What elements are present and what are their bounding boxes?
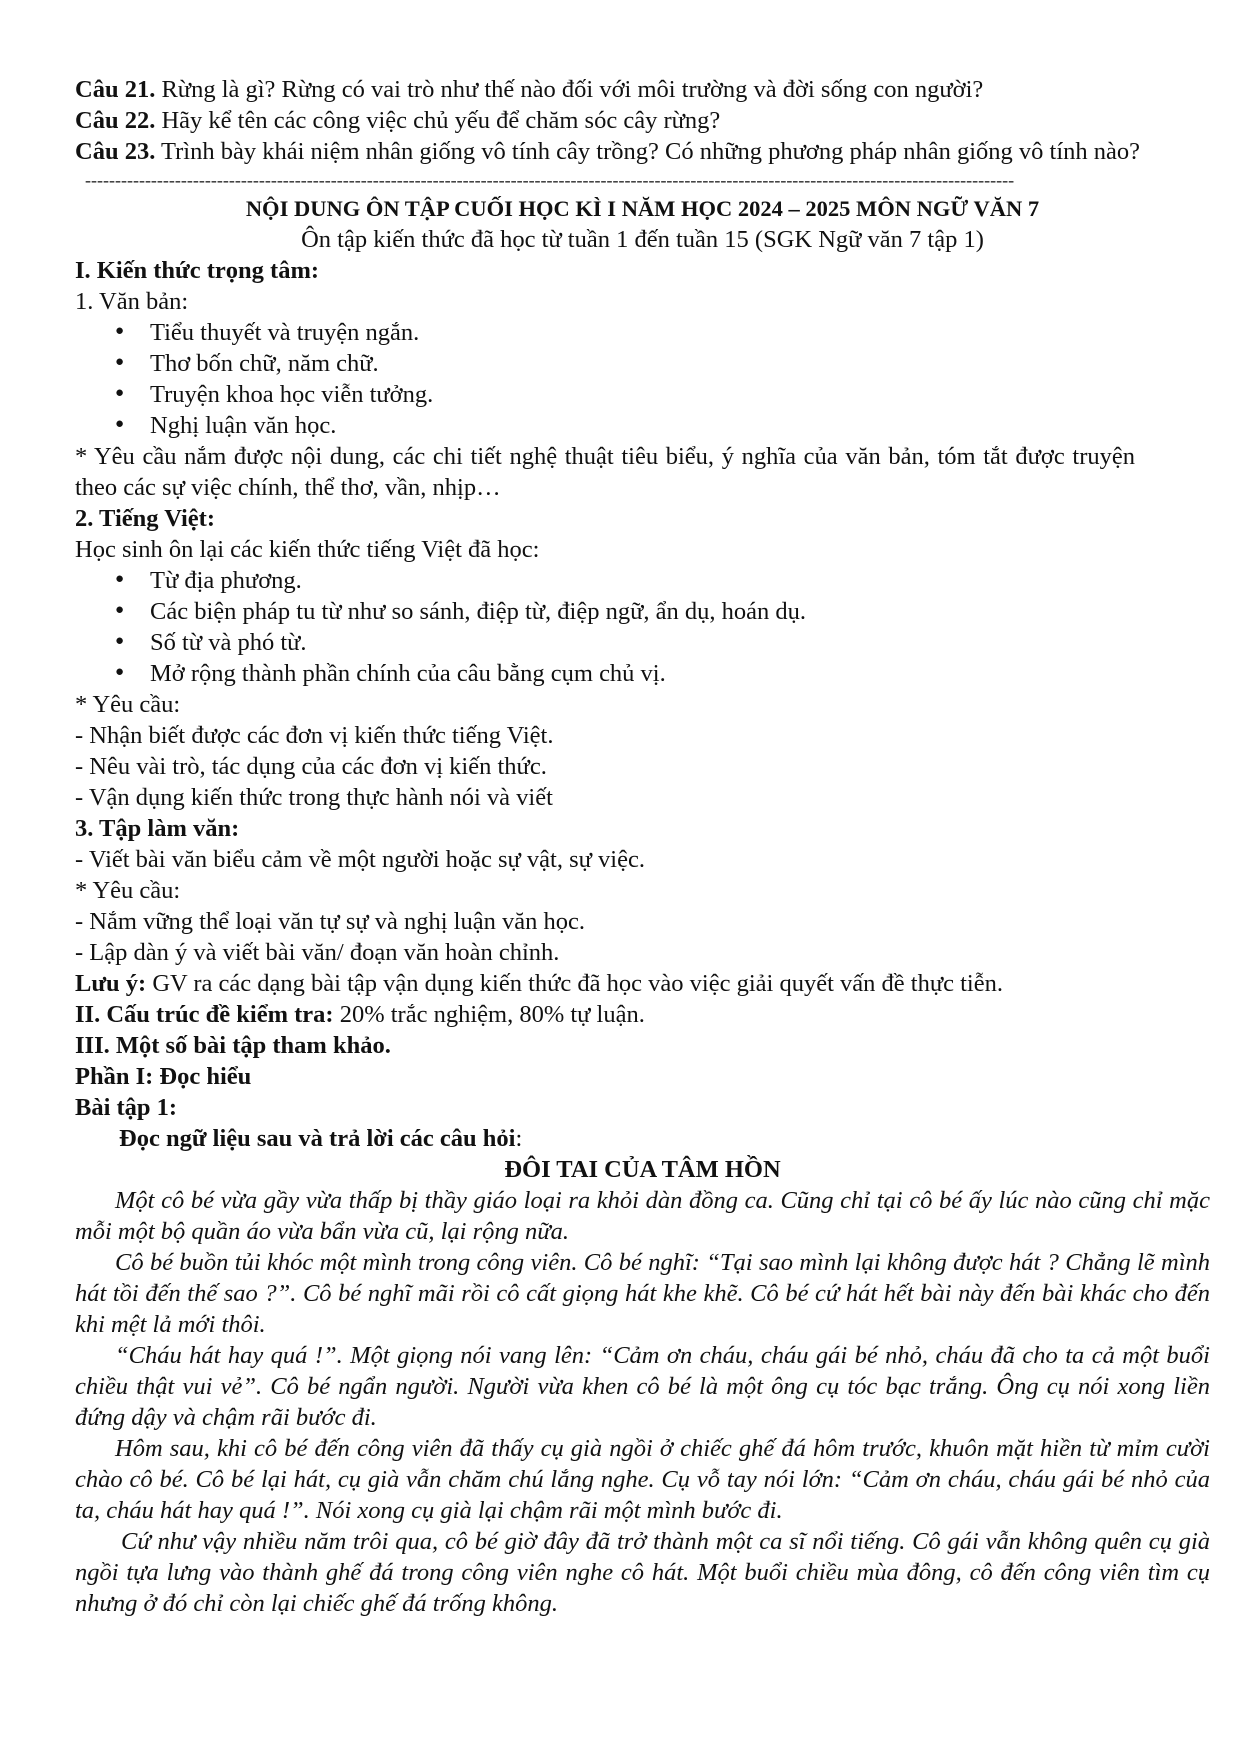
separator-line: ----------------------------------------------------------------------------------------------------------------------------------------------------------- xyxy=(85,170,1015,190)
question-21 xyxy=(75,74,1210,105)
list-item: ● Số từ và phó từ. xyxy=(75,627,1210,658)
instruction xyxy=(75,1123,1210,1154)
exercise-title: Bài tập 1: xyxy=(75,1094,178,1121)
section-heading: I. Kiến thức trọng tâm: xyxy=(75,257,320,284)
requirement-item: - Nêu vài trò, tác dụng của các đơn vị kiến thức. xyxy=(75,753,547,780)
story-paragraph: Hôm sau, khi cô bé đến công viên đã thấy cụ già ngồi ở chiếc ghế đá hôm trước, khuôn mặt hiền từ mỉm cười chào cô bé. Cô bé lại hát, cụ già vẫn chăm chú lắng nghe. Cụ vỗ tay nói lớn: “Cảm ơn cháu, cháu gái bé nhỏ của ta, cháu hát hay quá !”. Nói xong cụ già lại chậm rãi một mình bước đi. xyxy=(75,1435,1210,1524)
text-genre-list xyxy=(75,317,1210,441)
question-label: Câu 22. xyxy=(75,107,156,134)
note-line xyxy=(75,968,1210,999)
question-label: Câu 21. xyxy=(75,76,156,103)
story-title: ĐÔI TAI CỦA TÂM HỒN xyxy=(504,1156,781,1183)
note-text: GV ra các dạng bài tập vận dụng kiến thức đã học vào việc giải quyết vấn đề thực tiễn. xyxy=(146,970,1003,997)
question-label: Câu 23. xyxy=(75,138,156,165)
exam-structure-text: 20% trắc nghiệm, 80% tự luận. xyxy=(333,1001,645,1028)
document-page xyxy=(75,74,1210,1619)
story-paragraph: Một cô bé vừa gầy vừa thấp bị thầy giáo loại ra khỏi dàn đồng ca. Cũng chỉ tại cô bé ấy lúc nào cũng chỉ mặc mỗi một bộ quần áo vừa bẩn vừa cũ, lại rộng nữa. xyxy=(75,1187,1210,1245)
list-item: ● Truyện khoa học viễn tưởng. xyxy=(75,379,1210,410)
part-title: Phần I: Đọc hiểu xyxy=(75,1063,252,1090)
section-heading: III. Một số bài tập tham khảo. xyxy=(75,1032,391,1059)
list-item: ● Nghị luận văn học. xyxy=(75,410,1210,441)
requirement-item: - Lập dàn ý và viết bài văn/ đoạn văn hoàn chỉnh. xyxy=(75,939,560,966)
story-paragraph: Cô bé buồn tủi khóc một mình trong công viên. Cô bé nghĩ: “Tại sao mình lại không được hát ? Chẳng lẽ mình hát tồi đến thế sao ?”. Cô bé nghĩ mãi rồi cô cất giọng hát khe khẽ. Cô bé cứ hát hết bài này đến bài khác cho đến khi mệt lả mới thôi. xyxy=(75,1249,1210,1338)
question-text: Rừng là gì? Rừng có vai trò như thế nào đối với môi trường và đời sống con người? xyxy=(155,76,984,103)
requirement-item: - Nắm vững thể loại văn tự sự và nghị luận văn học. xyxy=(75,908,585,935)
vietnamese-topics-list xyxy=(75,565,1210,689)
question-text: Trình bày khái niệm nhân giống vô tính cây trồng? Có những phương pháp nhân giống vô tính nào? xyxy=(155,138,1141,165)
requirement-title: * Yêu cầu: xyxy=(75,691,181,718)
subsection-title: 1. Văn bản: xyxy=(75,288,189,315)
question-text: Hãy kể tên các công việc chủ yếu để chăm sóc cây rừng? xyxy=(155,107,721,134)
document-subtitle: Ôn tập kiến thức đã học từ tuần 1 đến tuần 15 (SGK Ngữ văn 7 tập 1) xyxy=(301,226,984,253)
exam-structure xyxy=(75,999,1210,1030)
subsection-title: 3. Tập làm văn: xyxy=(75,815,240,842)
instruction-text: Đọc ngữ liệu sau và trả lời các câu hỏi xyxy=(119,1125,516,1152)
requirement-item: - Vận dụng kiến thức trong thực hành nói và viết xyxy=(75,784,553,811)
list-item: ● Mở rộng thành phần chính của câu bằng cụm chủ vị. xyxy=(75,658,1210,689)
question-22 xyxy=(75,105,1210,136)
story-paragraph: “Cháu hát hay quá !”. Một giọng nói vang lên: “Cảm ơn cháu, cháu gái bé nhỏ, cháu đã cho ta cả một buổi chiều thật vui vẻ”. Cô bé ngẩn người. Người vừa khen cô bé là một ông cụ tóc bạc trắng. Ông cụ nói xong liền đứng dậy và chậm rãi bước đi. xyxy=(75,1342,1210,1431)
list-item: ● Các biện pháp tu từ như so sánh, điệp từ, điệp ngữ, ẩn dụ, hoán dụ. xyxy=(75,596,1210,627)
instruction-colon: : xyxy=(515,1125,523,1152)
list-item: ● Thơ bốn chữ, năm chữ. xyxy=(75,348,1210,379)
requirement-note: * Yêu cầu nắm được nội dung, các chi tiết nghệ thuật tiêu biểu, ý nghĩa của văn bản, tóm tắt được truyện theo các sự việc chính, thể thơ, vần, nhịp… xyxy=(75,443,1135,501)
writing-task: - Viết bài văn biểu cảm về một người hoặc sự vật, sự việc. xyxy=(75,846,645,873)
document-title: NỘI DUNG ÔN TẬP CUỐI HỌC KÌ I NĂM HỌC 2024 – 2025 MÔN NGỮ VĂN 7 xyxy=(245,196,1040,221)
note-label: Lưu ý: xyxy=(75,970,147,997)
list-item: ● Từ địa phương. xyxy=(75,565,1210,596)
story-paragraph: Cứ như vậy nhiều năm trôi qua, cô bé giờ đây đã trở thành một ca sĩ nổi tiếng. Cô gái vẫn không quên cụ già ngồi tựa lưng vào thành ghế đá trong công viên nghe cô hát. Một buổi chiều mùa đông, cô đến công viên tìm cụ nhưng ở đó chỉ còn lại chiếc ghế đá trống không. xyxy=(75,1528,1210,1617)
section-heading: II. Cấu trúc đề kiểm tra: xyxy=(75,1001,334,1028)
question-23 xyxy=(75,136,1210,167)
subsection-title: 2. Tiếng Việt: xyxy=(75,505,215,532)
intro-text: Học sinh ôn lại các kiến thức tiếng Việt đã học: xyxy=(75,536,540,563)
list-item: ● Tiểu thuyết và truyện ngắn. xyxy=(75,317,1210,348)
requirement-title: * Yêu cầu: xyxy=(75,877,181,904)
requirement-item: - Nhận biết được các đơn vị kiến thức tiếng Việt. xyxy=(75,722,554,749)
